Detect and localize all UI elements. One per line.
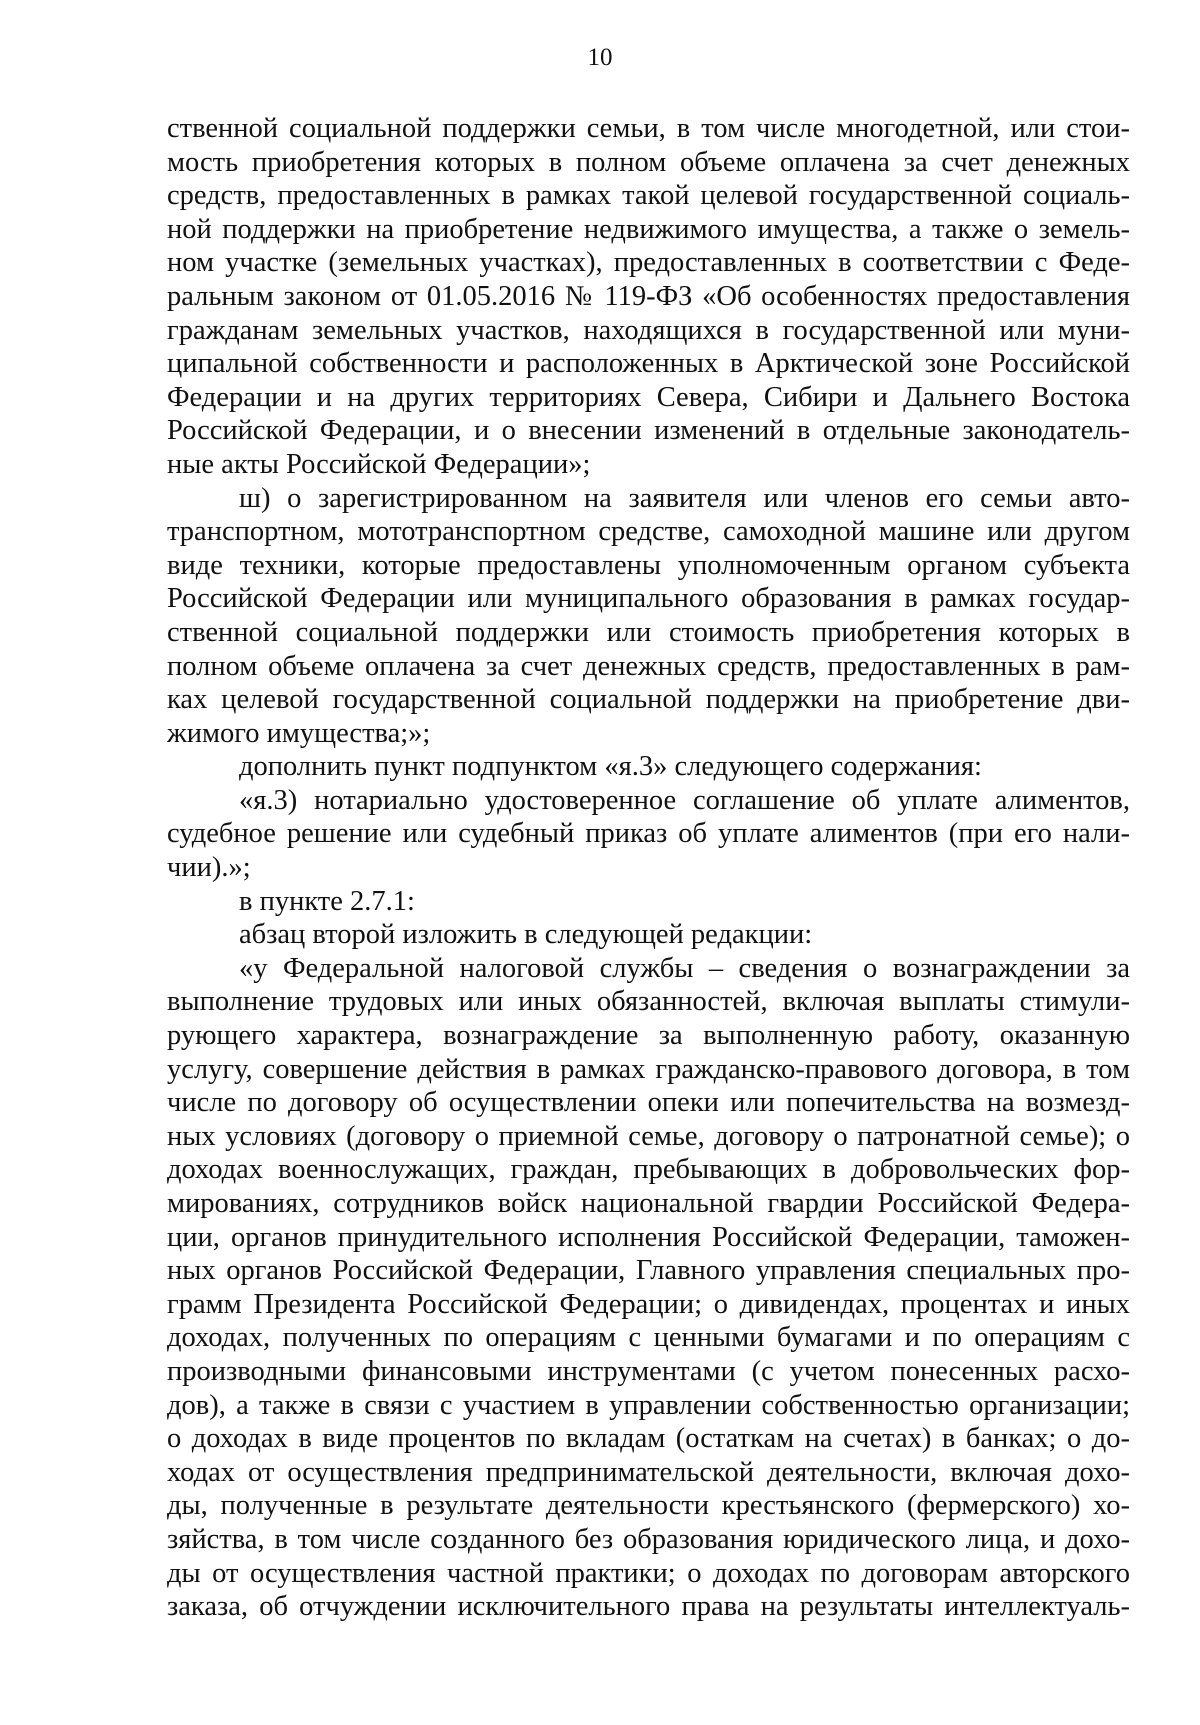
text-line: ципальной собственности и расположенных в Арктической зоне Российской: [167, 348, 1130, 380]
text-line: гражданам земельных участков, находящихся в государственной или муни-: [167, 314, 1130, 346]
text-line: ральным законом от 01.05.2016 № 119-ФЗ «Об особенностях предоставления: [167, 280, 1130, 312]
text-line: доходах военнослужащих, граждан, пребывающих в добровольческих фор-: [167, 1154, 1130, 1186]
text-line: ции, органов принудительного исполнения Российской Федерации, таможен-: [167, 1221, 1130, 1253]
text-line: доходах, полученных по операциям с ценными бумагами и по операциям с: [167, 1322, 1130, 1354]
text-line: мость приобретения которых в полном объеме оплачена за счет денежных: [167, 146, 1130, 178]
text-line: ш) о зарегистрированном на заявителя или членов его семьи авто-: [239, 482, 1130, 514]
page-number: 10: [587, 44, 613, 71]
text-line: жимого имущества;»;: [167, 717, 431, 749]
text-line: ходах от осуществления предпринимательской деятельности, включая дохо-: [167, 1456, 1130, 1488]
text-line: ном участке (земельных участках), предоставленных в соответствии с Феде-: [167, 247, 1130, 279]
text-line: ственной социальной поддержки семьи, в том числе многодетной, или стои-: [167, 113, 1130, 144]
text-line: Российской Федерации, и о внесении изменений в отдельные законодатель-: [167, 415, 1130, 447]
text-line: полном объеме оплачена за счет денежных средств, предоставленных в рам-: [167, 650, 1130, 682]
text-line: судебное решение или судебный приказ об уплате алиментов (при его нали-: [167, 818, 1130, 850]
text-line: о доходах в виде процентов по вкладам (остаткам на счетах) в банках; о до-: [167, 1423, 1130, 1455]
text-line: «я.3) нотариально удостоверенное соглашение об уплате алиментов,: [239, 784, 1130, 816]
text-line: дополнить пункт подпунктом «я.3» следующего содержания:: [239, 751, 982, 783]
text-line: заказа, об отчуждении исключительного права на результаты интеллектуаль-: [167, 1591, 1130, 1623]
text-line: виде техники, которые предоставлены уполномоченным органом субъекта: [167, 549, 1130, 581]
text-line: Федерации и на других территориях Севера, Сибири и Дальнего Востока: [167, 381, 1130, 413]
text-line: ной поддержки на приобретение недвижимого имущества, а также о земель-: [167, 213, 1130, 245]
text-line: «у Федеральной налоговой службы – сведения о вознаграждении за: [239, 952, 1130, 984]
text-line: чии).»;: [167, 852, 251, 884]
text-line: ных органов Российской Федерации, Главного управления специальных про-: [167, 1255, 1130, 1287]
text-line: транспортном, мототранспортном средстве, самоходной машине или другом: [167, 516, 1130, 548]
text-line: зяйства, в том числе созданного без образования юридического лица, и дохо-: [167, 1523, 1130, 1555]
text-line: производными финансовыми инструментами (с учетом понесенных расхо-: [167, 1355, 1130, 1387]
text-line: ные акты Российской Федерации»;: [167, 448, 591, 480]
text-line: выполнение трудовых или иных обязанностей, включая выплаты стимули-: [167, 986, 1130, 1018]
text-line: абзац второй изложить в следующей редакции:: [239, 919, 813, 951]
text-line: в пункте 2.7.1:: [239, 885, 415, 917]
text-line: ственной социальной поддержки или стоимость приобретения которых в: [167, 616, 1130, 648]
text-line: ды, полученные в результате деятельности крестьянского (фермерского) хо-: [167, 1490, 1130, 1522]
text-line: средств, предоставленных в рамках такой целевой государственной социаль-: [167, 180, 1130, 212]
text-line: грамм Президента Российской Федерации; о дивидендах, процентах и иных: [167, 1288, 1130, 1320]
text-line: мированиях, сотрудников войск национальной гвардии Российской Федера-: [167, 1188, 1130, 1219]
text-line: ных условиях (договору о приемной семье, договору о патронатной семье); о: [167, 1120, 1130, 1152]
text-line: числе по договору об осуществлении опеки или попечительства на возмезд-: [167, 1087, 1130, 1119]
text-line: ды от осуществления частной практики; о доходах по договорам авторского: [167, 1557, 1130, 1589]
text-line: ках целевой государственной социальной поддержки на приобретение дви-: [167, 684, 1130, 716]
document-body: [167, 112, 1130, 1624]
text-line: Российской Федерации или муниципального образования в рамках государ-: [167, 583, 1130, 615]
text-line: дов), а также в связи с участием в управлении собственностью организации;: [167, 1389, 1130, 1421]
text-line: рующего характера, вознаграждение за выполненную работу, оказанную: [167, 1020, 1130, 1052]
text-line: услугу, совершение действия в рамках гражданско-правового договора, в том: [167, 1053, 1130, 1085]
